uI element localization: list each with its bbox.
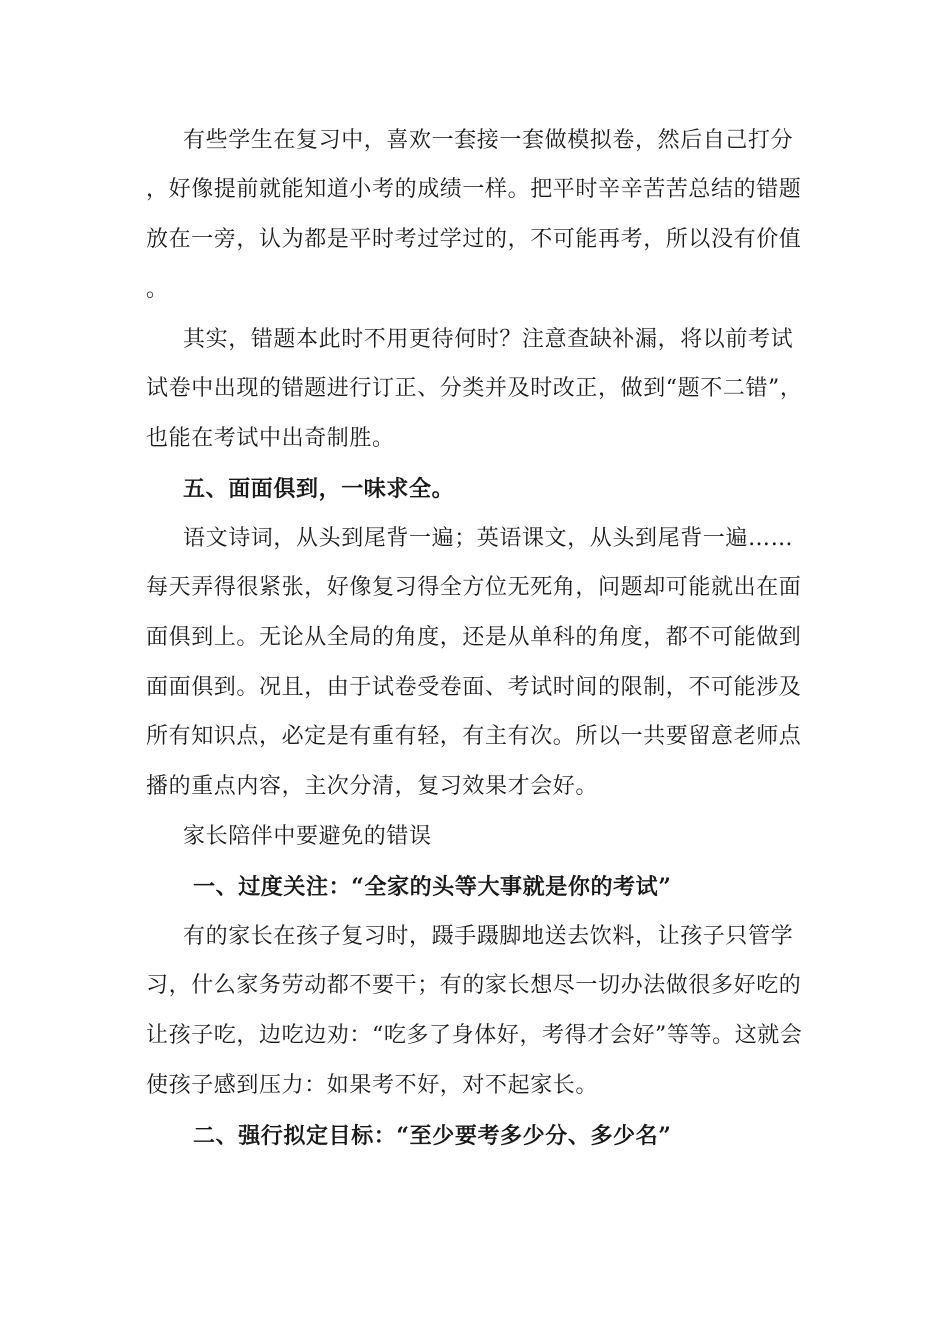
paragraph-line: 。	[146, 277, 169, 302]
section-heading: 二、强行拟定目标：“至少要考多少分、多少名”	[193, 1123, 672, 1149]
paragraph-line: 播的重点内容，主次分清，复习效果才会好。	[146, 774, 599, 799]
paragraph-line: 面俱到上。无论从全局的角度，还是从单科的角度，都不可能做到	[146, 625, 802, 650]
paragraph-line: 使孩子感到压力：如果考不好，对不起家长。	[146, 1073, 599, 1098]
paragraph-line: 面面俱到。况且，由于试卷受卷面、考试时间的限制，不可能涉及	[146, 675, 802, 700]
paragraph-line: 放在一旁，认为都是平时考过学过的，不可能再考，所以没有价值	[146, 227, 802, 252]
section-heading: 五、面面俱到，一味求全。	[183, 476, 455, 502]
paragraph-line: 让孩子吃，边吃边劝：“吃多了身体好，考得才会好”等等。这就会	[146, 1023, 803, 1048]
paragraph-line: 试卷中出现的错题进行订正、分类并及时改正，做到“题不二错”，	[146, 376, 803, 401]
paragraph-line: 语文诗词，从头到尾背一遍；英语课文，从头到尾背一遍……	[183, 526, 794, 551]
paragraph-line: 有的家长在孩子复习时，蹑手蹑脚地送去饮料，让孩子只管学	[183, 924, 794, 949]
paragraph-line: 其实，错题本此时不用更待何时？注意查缺补漏，将以前考试	[183, 327, 794, 352]
section-heading: 一、过度关注：“全家的头等大事就是你的考试”	[193, 874, 672, 900]
paragraph-line: 每天弄得很紧张，好像复习得全方位无死角，问题却可能就出在面	[146, 575, 802, 600]
paragraph-line: 也能在考试中出奇制胜。	[146, 426, 395, 451]
paragraph-line: 有些学生在复习中，喜欢一套接一套做模拟卷，然后自己打分	[183, 128, 794, 153]
section-title: 家长陪伴中要避免的错误	[183, 824, 432, 849]
paragraph-line: 习，什么家务劳动都不要干；有的家长想尽一切办法做很多好吃的	[146, 973, 802, 998]
paragraph-line: 所有知识点，必定是有重有轻，有主有次。所以一共要留意老师点	[146, 724, 802, 749]
paragraph-line: ，好像提前就能知道小考的成绩一样。把平时辛辛苦苦总结的错题	[146, 177, 802, 202]
